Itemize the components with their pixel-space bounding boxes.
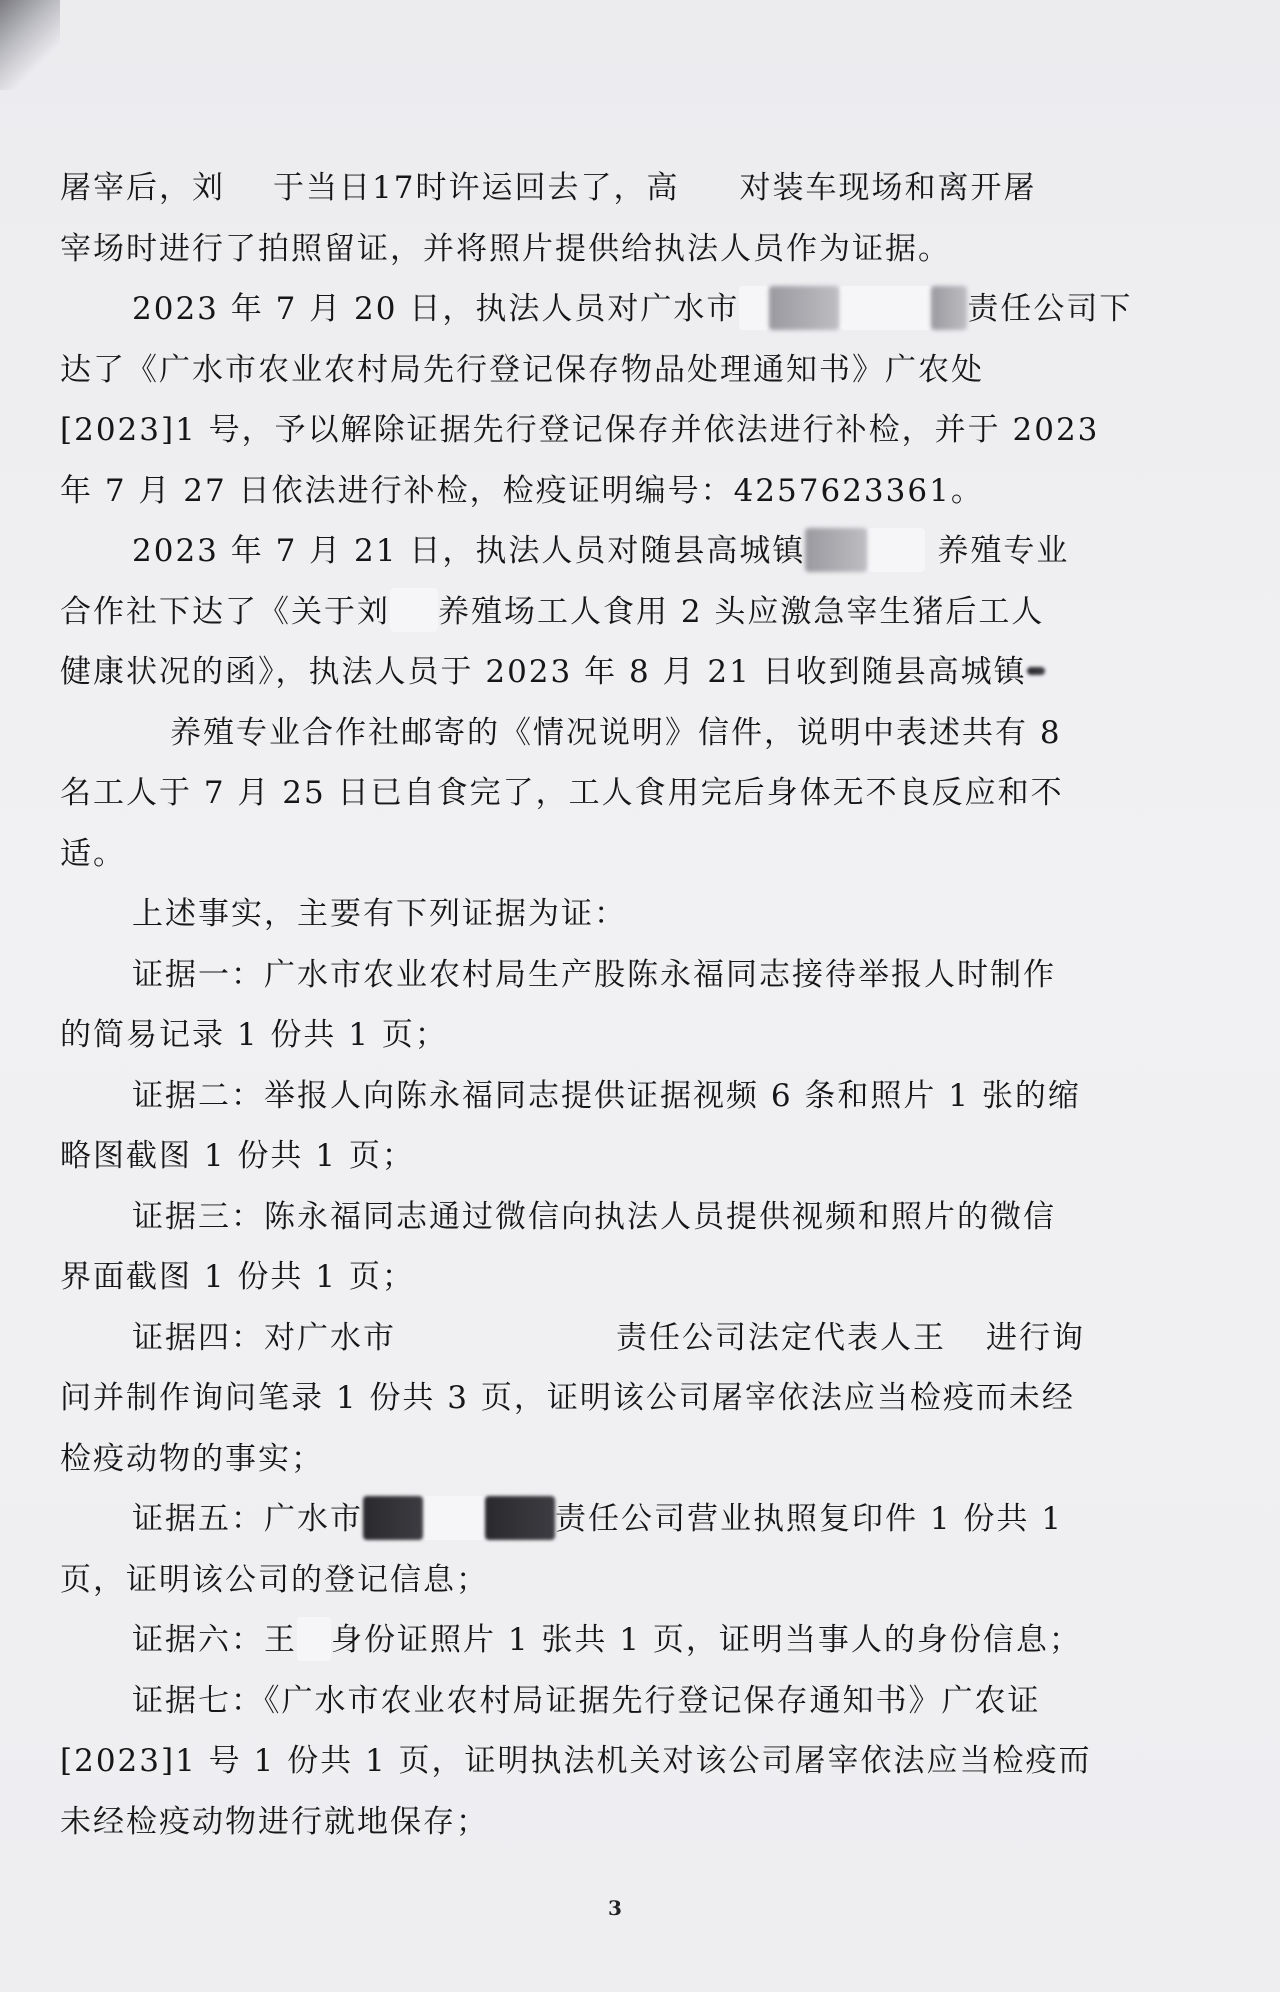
redaction-mark <box>839 286 931 330</box>
text-segment: 对装车现场和离开屠 <box>739 170 1037 206</box>
text-line <box>60 1308 1170 1369</box>
text-line <box>60 1066 1170 1127</box>
text-segment: 2023 年 7 月 21 日，执法人员对随县高城镇 <box>132 533 806 569</box>
text-line <box>60 158 1170 219</box>
text-segment: 未经检疫动物进行就地保存； <box>60 1803 489 1840</box>
redaction-mark <box>867 528 925 572</box>
text-segment: 界面截图 1 份共 1 页； <box>60 1259 415 1295</box>
redaction-mark <box>1027 667 1045 675</box>
text-line <box>60 1429 1170 1490</box>
text-line <box>60 1731 1170 1792</box>
text-line <box>60 945 1170 1006</box>
text-segment: 养殖专业合作社邮寄的《情况说明》信件，说明中表述共有 8 <box>170 714 1062 751</box>
text-segment: 检疫动物的事实； <box>60 1440 324 1477</box>
redaction-mark <box>805 528 867 572</box>
text-line <box>60 340 1170 401</box>
text-segment: 健康状况的函》，执法人员于 2023 年 8 月 21 日收到随县高城镇 <box>60 654 1027 690</box>
text-segment: 页，证明该公司的登记信息； <box>60 1561 489 1598</box>
text-line <box>60 582 1170 643</box>
text-line <box>60 1489 1170 1550</box>
text-segment: 名工人于 7 月 25 日已自食完了，工人食用完后身体无不良反应和不 <box>60 775 1064 811</box>
redaction-mark <box>769 286 839 330</box>
redaction-mark <box>739 286 769 330</box>
text-line <box>60 824 1170 885</box>
text-segment: 屠宰后，刘 <box>60 170 225 206</box>
text-segment: 合作社下达了《关于刘 <box>60 593 390 630</box>
document-body <box>60 158 1170 1852</box>
text-segment: 证据一：广水市农业农村局生产股陈永福同志接待举报人时制作 <box>132 956 1056 993</box>
text-segment: 证据三：陈永福同志通过微信向执法人员提供视频和照片的微信 <box>132 1198 1056 1235</box>
text-line <box>60 461 1170 522</box>
text-segment: 年 7 月 27 日依法进行补检，检疫证明编号：4257623361。 <box>60 472 984 509</box>
text-line <box>60 1126 1170 1187</box>
text-segment: 证据二：举报人向陈永福同志提供证据视频 6 条和照片 1 张的缩 <box>132 1077 1081 1114</box>
text-segment: 证据六：王 <box>132 1622 297 1658</box>
text-segment: 适。 <box>60 835 126 872</box>
text-segment: 证据五：广水市 <box>132 1501 363 1537</box>
text-segment: 问并制作询问笔录 1 份共 3 页，证明该公司屠宰依法应当检疫而未经 <box>60 1380 1075 1416</box>
text-segment: 责任公司法定代表人王 <box>616 1319 946 1356</box>
text-segment: [2023]1 号，予以解除证据先行登记保存并依法进行补检，并于 2023 <box>60 412 1100 448</box>
text-line <box>60 763 1170 824</box>
text-segment: 养殖专业 <box>937 533 1070 569</box>
text-line <box>60 279 1170 340</box>
text-line <box>60 1187 1170 1248</box>
text-line <box>60 1550 1170 1611</box>
text-segment: 证据七：《广水市农业农村局证据先行登记保存通知书》广农证 <box>132 1682 1041 1719</box>
text-segment: 进行询 <box>986 1319 1085 1356</box>
text-line <box>60 1671 1170 1732</box>
text-segment: 达了《广水市农业农村局先行登记保存物品处理通知书》广农处 <box>60 351 984 388</box>
text-segment: 证据四：对广水市 <box>132 1319 396 1356</box>
text-segment: 于当日17时许运回去了，高 <box>273 170 680 206</box>
redaction-mark <box>390 588 438 632</box>
page-number: 3 <box>608 1896 622 1920</box>
redaction-mark <box>363 1496 423 1540</box>
text-segment: 略图截图 1 份共 1 页； <box>60 1138 415 1174</box>
text-line <box>60 400 1170 461</box>
text-line <box>60 1610 1170 1671</box>
text-segment: 养殖场工人食用 2 头应激急宰生猪后工人 <box>438 593 1045 630</box>
text-line <box>60 1247 1170 1308</box>
text-segment: 责任公司营业执照复印件 1 份共 1 <box>555 1501 1064 1537</box>
text-line <box>60 1368 1170 1429</box>
text-segment: 上述事实，主要有下列证据为证： <box>132 896 627 932</box>
text-segment: 身份证照片 1 张共 1 页，证明当事人的身份信息； <box>331 1622 1082 1658</box>
text-line <box>60 521 1170 582</box>
text-segment: 宰场时进行了拍照留证，并将照片提供给执法人员作为证据。 <box>60 230 951 267</box>
text-line <box>60 642 1170 703</box>
text-line <box>60 1792 1170 1853</box>
redaction-mark <box>423 1496 485 1540</box>
text-line <box>60 219 1170 280</box>
text-line <box>60 1005 1170 1066</box>
page-corner-shadow <box>0 0 60 90</box>
text-segment: 2023 年 7 月 20 日，执法人员对广水市 <box>132 291 740 327</box>
redaction-mark <box>297 1617 331 1661</box>
text-segment: 责任公司下 <box>967 291 1133 327</box>
redaction-mark <box>931 286 967 330</box>
redaction-mark <box>485 1496 555 1540</box>
text-segment: [2023]1 号 1 份共 1 页，证明执法机关对该公司屠宰依法应当检疫而 <box>60 1743 1092 1779</box>
text-line <box>60 703 1170 764</box>
text-segment: 的简易记录 1 份共 1 页； <box>60 1017 448 1053</box>
text-line <box>60 884 1170 945</box>
